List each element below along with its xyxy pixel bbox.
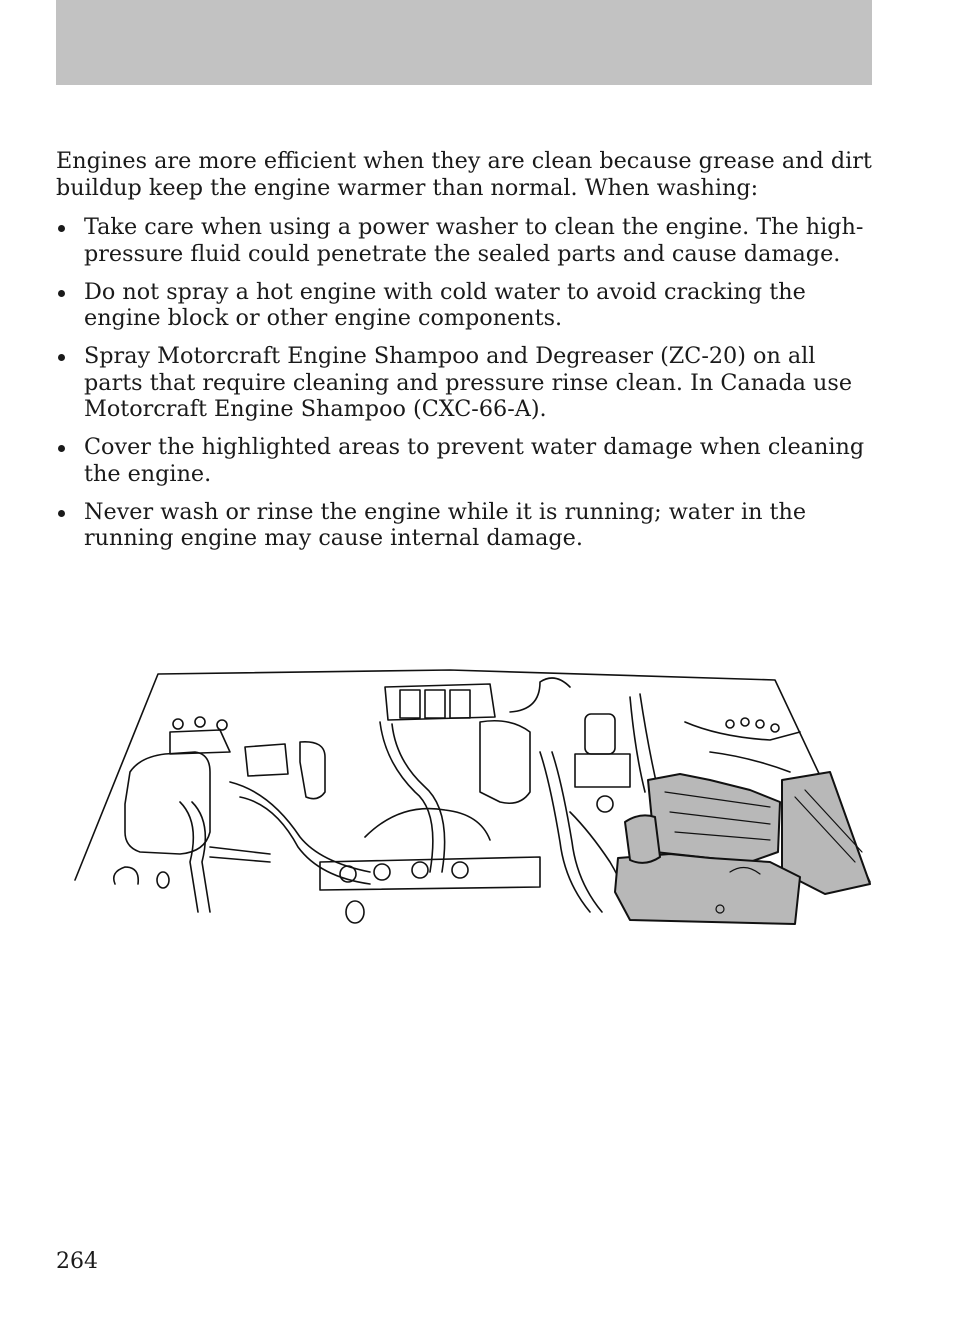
list-item [56,214,872,267]
bullet-icon [58,225,65,232]
intro-paragraph: Engines are more efficient when they are clean because grease and dirt buildup keep the engine warmer than normal. When washing: [56,148,872,201]
engine-compartment-illustration [70,662,880,932]
header-band [56,0,872,85]
wiring-drawing [630,694,800,792]
bullet-icon [58,354,65,361]
list-item-text: Do not spray a hot engine with cold water to avoid cracking the engine block or other engine components. [84,278,806,331]
coolant-reservoir-drawing [114,717,230,912]
list-item [56,343,872,423]
list-item [56,499,872,552]
battery-area-highlight [615,854,800,924]
highlighted-covered-areas [615,772,870,924]
page-number: 264 [56,1249,98,1274]
washing-tips-list [56,214,872,552]
list-item-text: Spray Motorcraft Engine Shampoo and Degreaser (ZC-20) on all parts that require cleaning and pressure rinse clean. In Canada use Motorcraft Engine Shampoo (CXC-66-A). [84,343,853,422]
intake-manifold-drawing [320,678,570,923]
air-duct-highlight [625,815,660,863]
list-item-text: Take care when using a power washer to clean the engine. The high-pressure fluid could penetrate the sealed parts and cause damage. [84,214,864,267]
list-item [56,434,872,487]
bullet-icon [58,290,65,297]
list-item-text: Cover the highlighted areas to prevent water damage when cleaning the engine. [84,434,865,487]
list-item-text: Never wash or rinse the engine while it is running; water in the running engine may cause internal damage. [84,498,807,551]
body-text [56,148,872,563]
bullet-icon [58,445,65,452]
bullet-icon [58,510,65,517]
air-cleaner-box-highlight [648,774,780,862]
list-item [56,279,872,332]
